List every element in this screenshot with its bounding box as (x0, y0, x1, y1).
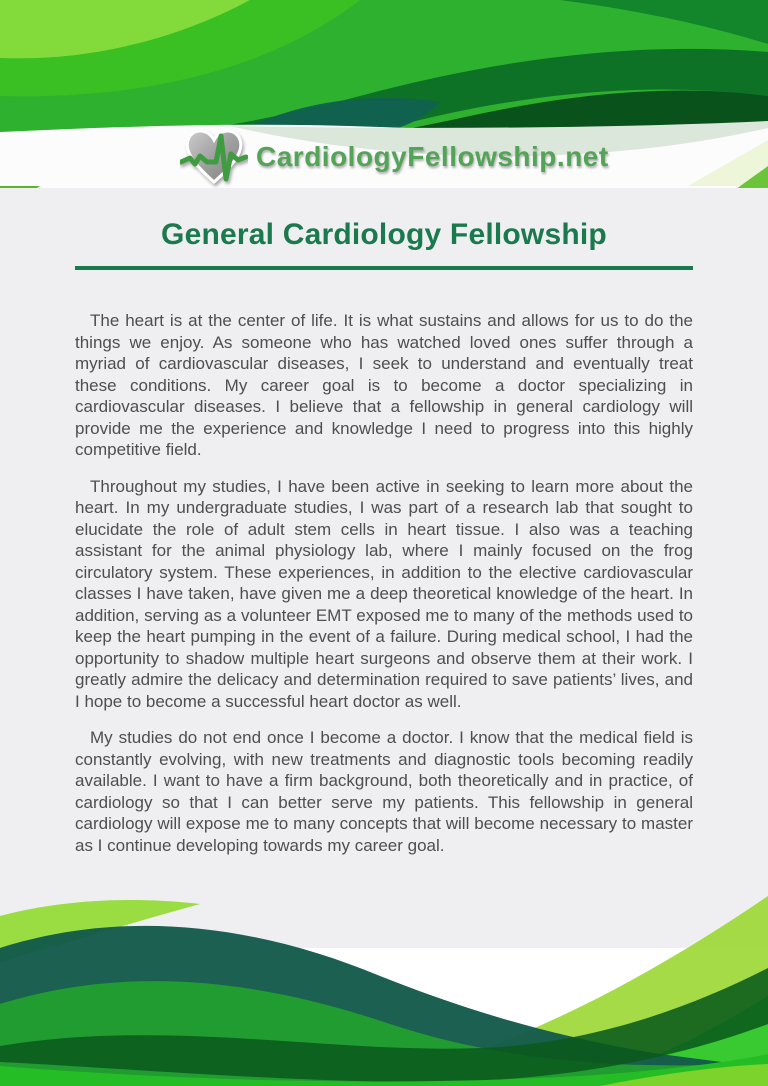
bottom-wave-decoration (0, 896, 768, 1086)
site-logo-text: CardiologyFellowship.net (256, 141, 609, 172)
title-underline (75, 266, 693, 270)
heart-ekg-icon (180, 124, 248, 190)
content-panel (0, 188, 768, 948)
essay-paragraph: Throughout my studies, I have been active in seeking to learn more about the heart. In my undergraduate studies, I was part of a research lab that sought to elucidate the role of adult stem cells in heart tissue. I also was a teaching assistant for the animal physiology lab, where I mainly focused on the frog circulatory system. These experiences, in addition to the elective cardiovascular classes I have taken, have given me a deep theoretical knowledge of the heart. In addition, serving as a volunteer EMT exposed me to many of the methods used to keep the heart pumping in the event of a failure. During medical school, I had the opportunity to shadow multiple heart surgeons and observe them at their work. I greatly admire the delicacy and determination required to save patients’ lives, and I hope to become a successful heart doctor as well. (75, 476, 693, 711)
site-logo[interactable] (180, 124, 609, 190)
essay-paragraph: My studies do not end once I become a doctor. I know that the medical field is constantly evolving, with new treatments and diagnostic tools becoming readily available. I want to have a firm background, both theoretically and in practice, of cardiology so that I can better serve my patients. This fellowship in general cardiology will expose me to many concepts that will become necessary to master as I continue developing towards my career goal. (75, 728, 693, 855)
essay-paragraph: The heart is at the center of life. It is what sustains and allows for us to do the things we enjoy. As someone who has watched loved ones suffer through a myriad of cardiovascular diseases, I seek to understand and eventually treat these conditions. My career goal is to become a doctor specializing in cardiovascular diseases. I believe that a fellowship in general cardiology will provide me the experience and knowledge I need to progress into this highly competitive field. (75, 311, 693, 459)
essay-body (75, 310, 693, 856)
page-title: General Cardiology Fellowship (161, 218, 607, 251)
